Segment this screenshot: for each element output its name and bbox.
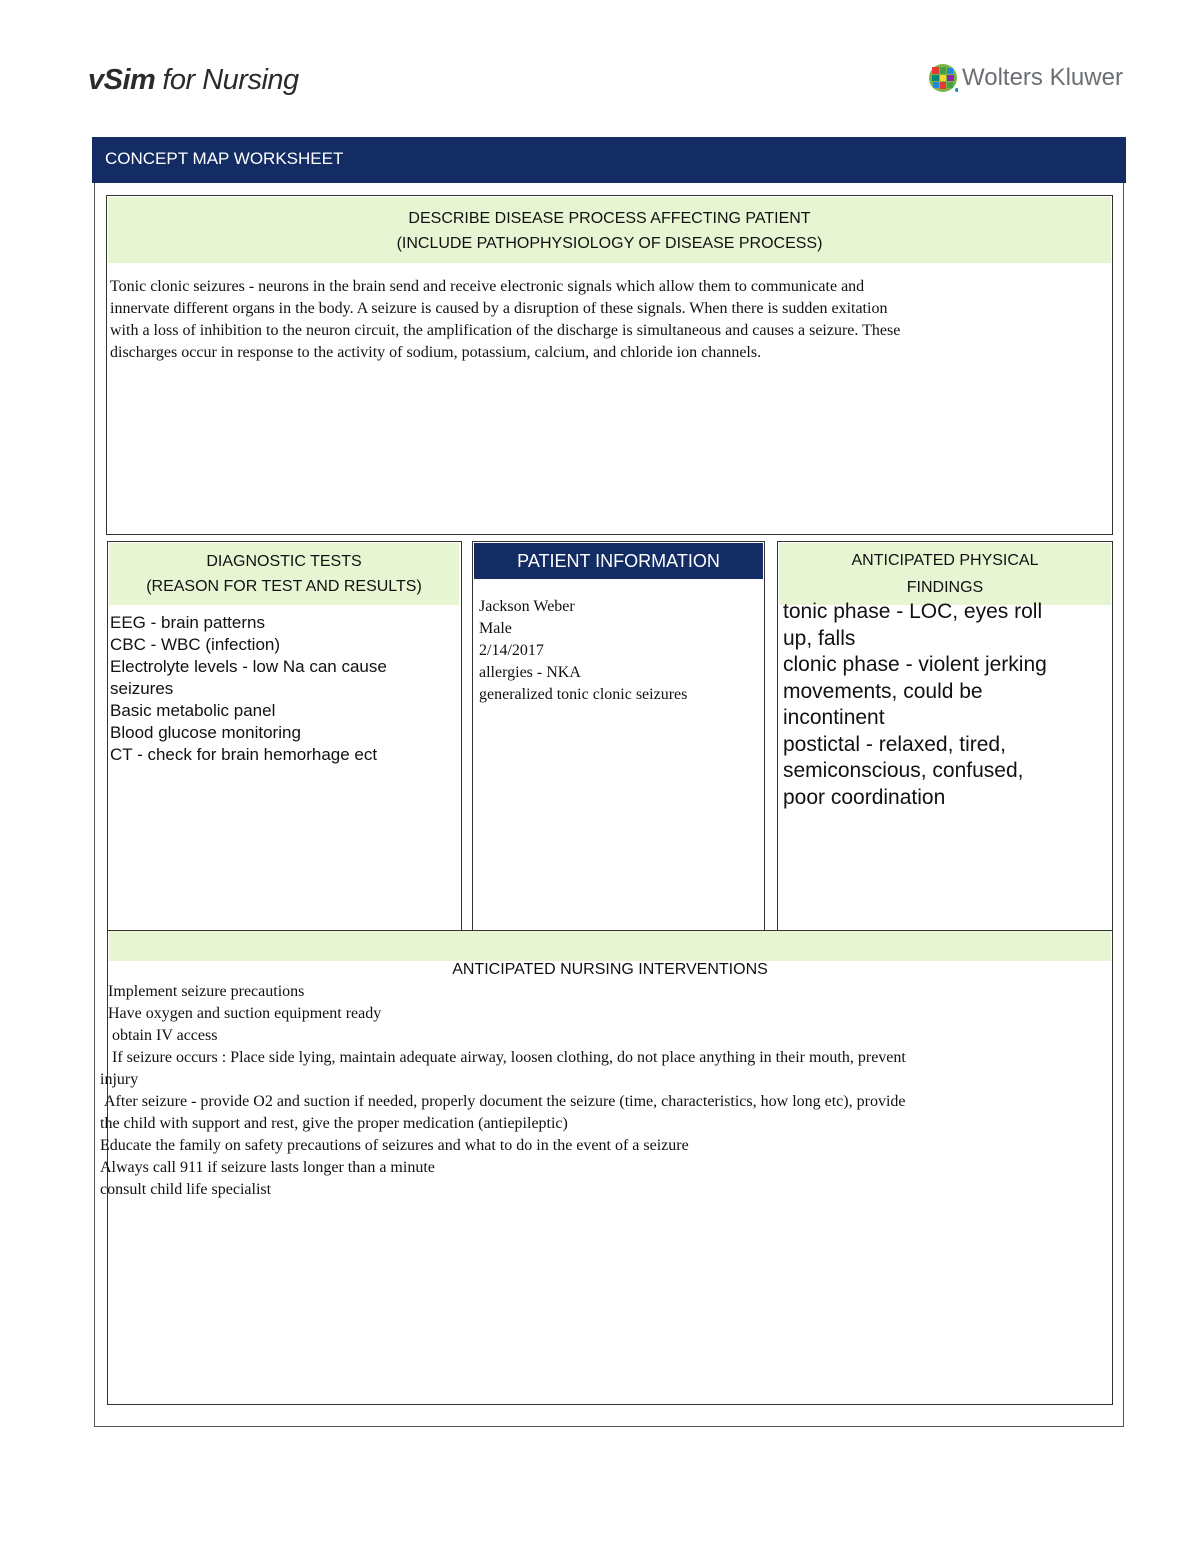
physical-line: movements, could be: [783, 679, 983, 703]
physical-line: clonic phase - violent jerking: [783, 653, 1047, 676]
patient-allergies: allergies - NKA: [479, 664, 581, 681]
intervention-line: Educate the family on safety precautions of seizures and what to do in the event of a seizure: [100, 1137, 689, 1154]
intervention-line: Implement seizure precautions: [100, 983, 305, 1000]
vsim-logo: [88, 64, 299, 97]
wolters-kluwer-logo: [928, 60, 1123, 96]
interventions-heading: ANTICIPATED NURSING INTERVENTIONS: [452, 961, 768, 978]
disease-line: discharges occur in response to the activity of sodium, potassium, calcium, and chloride ion channels.: [110, 344, 762, 361]
diagnostics-line: seizures: [110, 679, 174, 698]
interventions-list: [100, 981, 1100, 1201]
physical-line: tonic phase - LOC, eyes roll: [783, 600, 1043, 623]
disease-line: with a loss of inhibition to the neuron circuit, the amplification of the discharge is simultaneous and causes a seizure. These: [110, 322, 901, 339]
physical-line: incontinent: [783, 706, 885, 729]
diagnostics-heading-line2: (REASON FOR TEST AND RESULTS): [146, 578, 422, 595]
physical-findings-list: [783, 599, 1103, 811]
disease-heading-line2: (INCLUDE PATHOPHYSIOLOGY OF DISEASE PROCESS): [396, 235, 823, 252]
physical-findings-heading: [779, 543, 1111, 605]
patient-dob: 2/14/2017: [479, 642, 544, 659]
brand-rest: for Nursing: [162, 64, 299, 96]
physical-line: postictal - relaxed, tired,: [783, 732, 1006, 756]
wolters-kluwer-globe-icon: [928, 63, 958, 93]
patient-diagnosis: generalized tonic clonic seizures: [479, 686, 688, 703]
diagnostics-heading-line1: DIAGNOSTIC TESTS: [206, 553, 362, 570]
diagnostics-line: Basic metabolic panel: [110, 701, 276, 720]
brand-sim: Sim: [103, 64, 156, 96]
intervention-line: obtain IV access: [100, 1027, 218, 1044]
intervention-line: After seizure - provide O2 and suction if needed, properly document the seizure (time, characteristics, how long etc), provide: [100, 1093, 906, 1110]
physical-heading-line2: FINDINGS: [906, 579, 984, 596]
disease-heading-line1: DESCRIBE DISEASE PROCESS AFFECTING PATIENT: [408, 210, 811, 227]
physical-line: poor coordination: [783, 785, 946, 809]
interventions-heading-band: [109, 931, 1111, 961]
intervention-line: Always call 911 if seizure lasts longer than a minute: [100, 1159, 435, 1176]
disease-line: innervate different organs in the body. A seizure is caused by a disruption of these signals. When there is sudden exitation: [110, 300, 888, 317]
diagnostics-line: Blood glucose monitoring: [110, 723, 301, 742]
disease-description: [110, 276, 1100, 364]
intervention-line: Have oxygen and suction equipment ready: [100, 1005, 382, 1022]
physical-line: semiconscious, confused,: [783, 759, 1024, 782]
diagnostics-line: EEG - brain patterns: [110, 613, 265, 632]
intervention-line: the child with support and rest, give the proper medication (antiepileptic): [100, 1115, 568, 1132]
diagnostics-line: CT - check for brain hemorhage ect: [110, 745, 378, 764]
diagnostics-line: Electrolyte levels - low Na can cause: [110, 657, 387, 676]
diagnostics-heading: [109, 543, 459, 605]
intervention-line: If seizure occurs : Place side lying, maintain adequate airway, loosen clothing, do not place anything in their mouth, prevent: [100, 1049, 906, 1066]
intervention-line: injury: [100, 1071, 139, 1088]
patient-details: [479, 596, 759, 706]
intervention-line: consult child life specialist: [100, 1181, 272, 1198]
physical-heading-line1: ANTICIPATED PHYSICAL: [851, 552, 1039, 569]
patient-heading: PATIENT INFORMATION: [474, 543, 763, 579]
diagnostics-line: CBC - WBC (infection): [110, 635, 281, 654]
disease-line: Tonic clonic seizures - neurons in the brain send and receive electronic signals which allow them to communicate and: [110, 278, 865, 295]
publisher-name: Wolters Kluwer: [962, 64, 1123, 91]
disease-heading: [108, 197, 1111, 263]
worksheet-title: CONCEPT MAP WORKSHEET: [92, 137, 1126, 183]
patient-sex: Male: [479, 620, 512, 637]
physical-line: up, falls: [783, 626, 856, 650]
diagnostics-list: [110, 612, 455, 766]
patient-name: Jackson Weber: [479, 598, 575, 615]
brand-v: v: [88, 64, 104, 96]
